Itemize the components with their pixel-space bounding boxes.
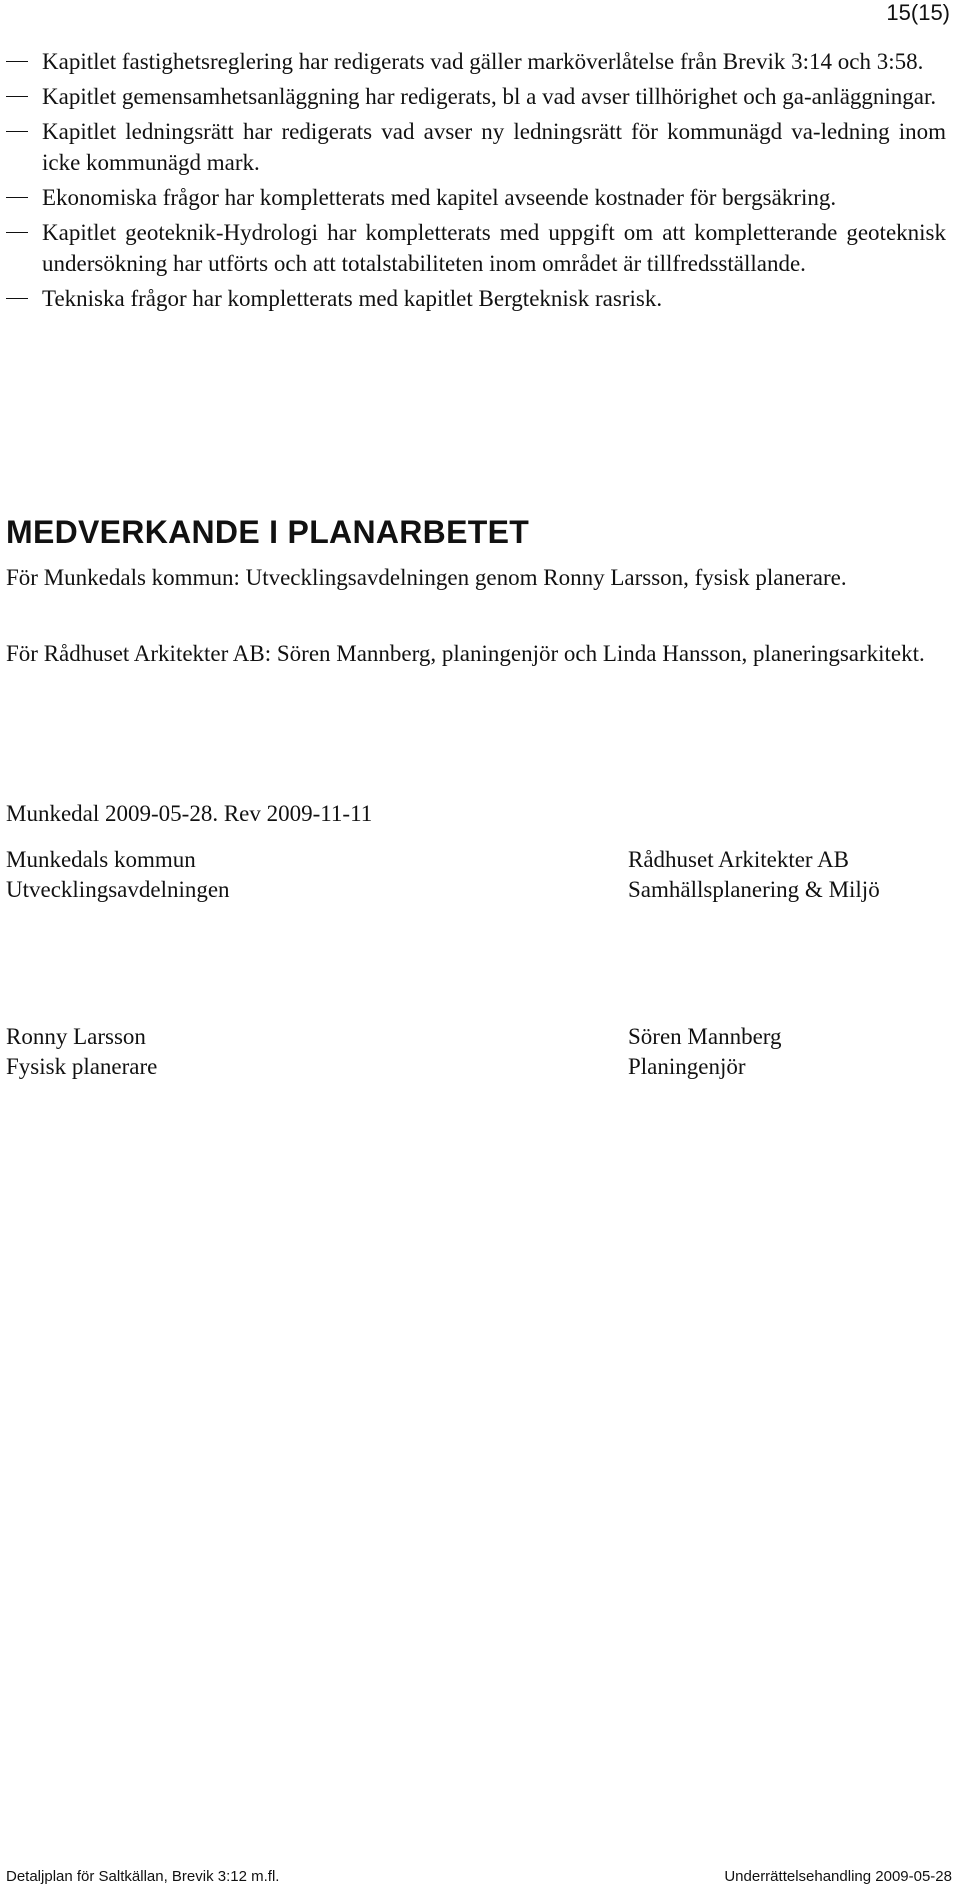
- list-item-text: Kapitlet fastighetsreglering har redigerats vad gäller marköverlåtelse från Brevik 3:14 och 3:58.: [42, 49, 924, 74]
- signatory-left-title: Fysisk planerare: [6, 1054, 158, 1079]
- section-heading: MEDVERKANDE I PLANARBETET: [6, 514, 530, 550]
- dash-bullet: [6, 197, 28, 198]
- participants-consultant: För Rådhuset Arkitekter AB: Sören Mannberg, planingenjör och Linda Hansson, planeringsarkitekt.: [6, 641, 925, 666]
- list-item: [6, 217, 946, 279]
- dash-bullet: [6, 298, 28, 299]
- signatory-left-dept: Utvecklingsavdelningen: [6, 877, 230, 902]
- footer-document-title: Detaljplan för Saltkällan, Brevik 3:12 m.fl.: [6, 1868, 280, 1885]
- signature-date-line: Munkedal 2009-05-28. Rev 2009-11-11: [6, 801, 373, 826]
- change-list: [6, 46, 946, 318]
- signatory-left-org: Munkedals kommun: [6, 847, 196, 872]
- list-item-text: Kapitlet gemensamhetsanläggning har redigerats, bl a vad avser tillhörighet och ga-anläggningar.: [42, 84, 937, 109]
- dash-bullet: [6, 232, 28, 233]
- list-item: [6, 46, 946, 77]
- list-item: [6, 283, 946, 314]
- dash-bullet: [6, 131, 28, 132]
- signatory-right-org: Rådhuset Arkitekter AB: [628, 847, 850, 872]
- list-item-text: Kapitlet geoteknik-Hydrologi har kompletterats med uppgift om att kompletterande geoteknisk undersökning har utförts och att totalstabiliteten inom området är tillfredsställande.: [42, 220, 946, 276]
- signatory-right-title: Planingenjör: [628, 1054, 746, 1079]
- signatory-left-name: Ronny Larsson: [6, 1024, 146, 1049]
- dash-bullet: [6, 96, 28, 97]
- list-item-text: Kapitlet ledningsrätt har redigerats vad avser ny ledningsrätt för kommunägd va-ledning inom icke kommunägd mark.: [42, 119, 946, 175]
- page-footer: [6, 1868, 952, 1885]
- list-item-text: Tekniska frågor har kompletterats med kapitlet Bergteknisk rasrisk.: [42, 286, 663, 311]
- list-item-text: Ekonomiska frågor har kompletterats med kapitel avseende kostnader för bergsäkring.: [42, 185, 837, 210]
- list-item: [6, 81, 946, 112]
- footer-document-status: Underrättelsehandling 2009-05-28: [724, 1868, 952, 1885]
- dash-bullet: [6, 61, 28, 62]
- signatory-right-name: Sören Mannberg: [628, 1024, 782, 1049]
- list-item: [6, 116, 946, 178]
- page-number: 15(15): [886, 0, 950, 25]
- participants-municipality: För Munkedals kommun: Utvecklingsavdelningen genom Ronny Larsson, fysisk planerare.: [6, 565, 847, 590]
- list-item: [6, 182, 946, 213]
- signatory-right-dept: Samhällsplanering & Miljö: [628, 877, 880, 902]
